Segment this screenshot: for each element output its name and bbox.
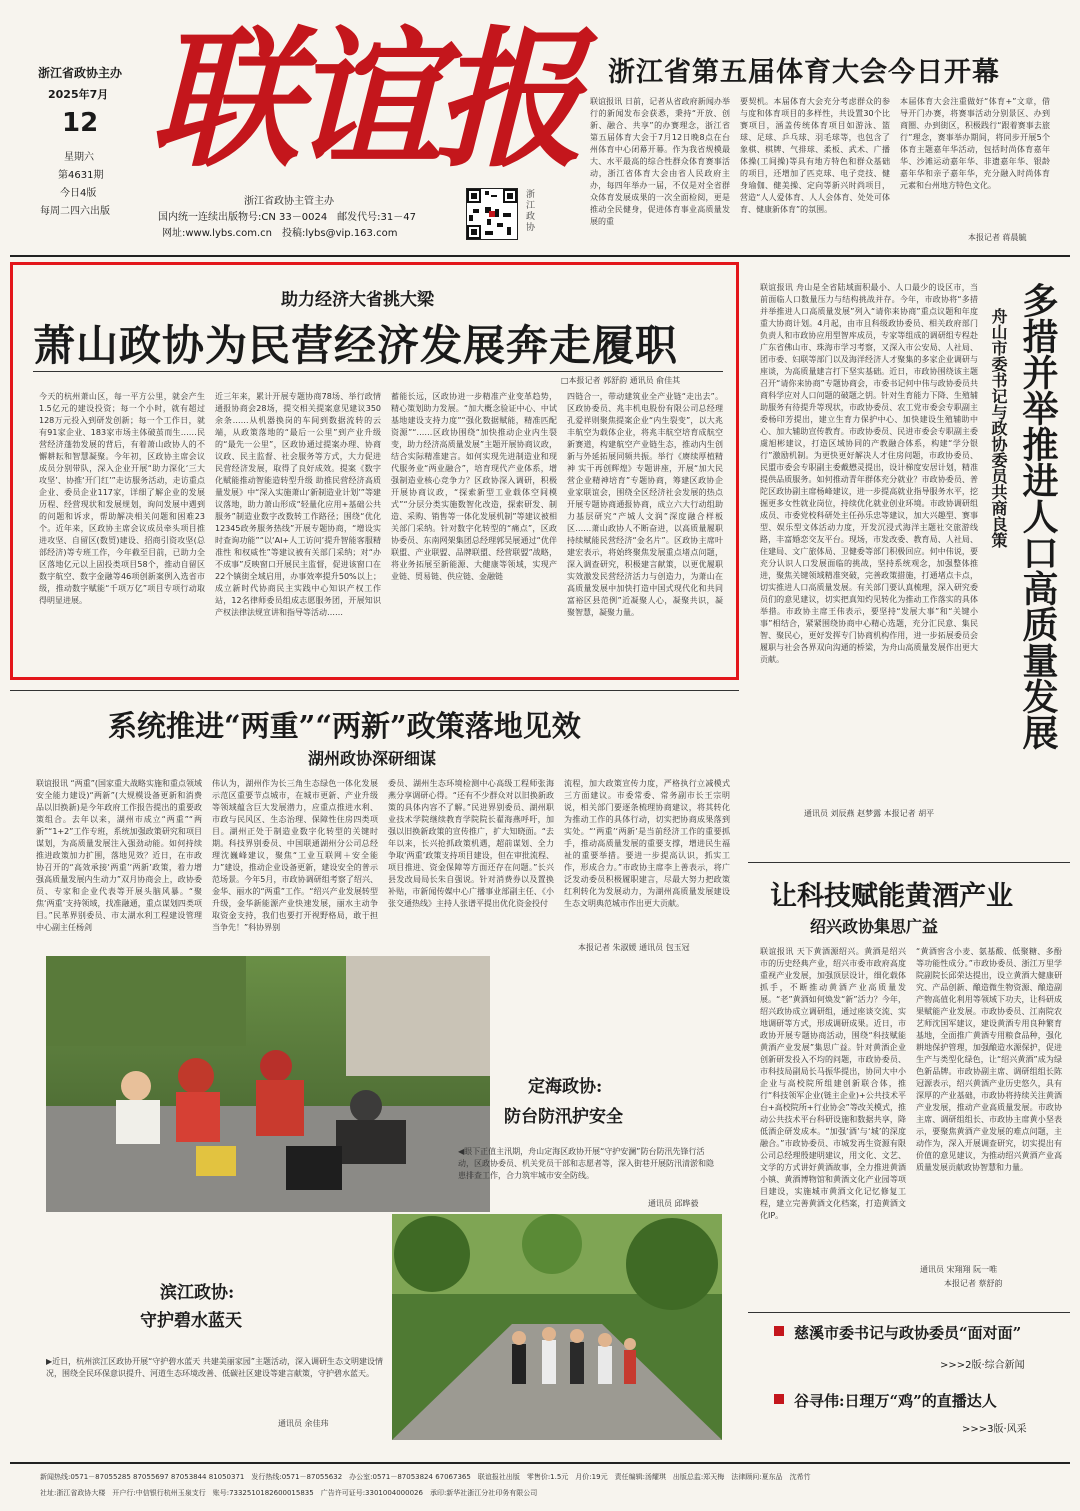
right-story	[748, 268, 1070, 820]
brief-2[interactable]	[774, 1390, 1064, 1442]
right-story-body: 联谊报讯 舟山是全省陆域面积最小、人口最少的设区市，当前面临人口数量压力与结构挑战并存。今年，市政协将“多措并举推进人口高质量发展”列入“请你来协商”重点议题和年度重大协商计划。4月起，由市且科级政协委员、相关政府部门负责人和市政协应用型智库成员，专家等组成的调研组专程赴广东省佛山市、珠海市学习考察，又深入市公安局、人社局、团市委、妇联等部门以及海洋经济人才聚集的多家企业调研与座谈，为高质量建言打下坚实基础。近日，市政协围绕该主题召开“请你来协商”专题协商会，市委书记何中伟与政协委员共商科学应对人口问题的破题之钥。针对生育能力下降、生殖辅助服务有待提升等现状，市政协委员、农工党市委会专职副主委杨印芳提出，建立生育力保护中心、加快建设生殖辅助中心、加大辅助宣传教育。市政协委员、民进市委会专职副主委虞旭彬建议，打造区域协同的产教融合体系，构建“学分银行”激励机制。为更快更好解决人才住房问题，市政协委员、民盟市委会专职副主委戴懋灵提出，设计梯度安居计划，精准提供品质服务。如何推动青年群体充分就业？市政协委员、普陀区政协副主席杨峰建议，进一步提高就业指导服务水平，挖掘更多女性就业岗位，持续优化就业创业环境。市政协调研组成员、市委党校科研处主任孙乐忠等建议，加大兴趣型、赛事型、娱乐型文体活动力度，开发沉浸式海洋主题社交旅游线路，丰富婚恋交友平台。现场，市发改委、教育局、人社局、住建局、文广旅体局、卫健委等部门积极回应。何中伟说，要充分认识人口发展面临的挑战，坚持系统观念，加强整体推进，聚焦关键领域精准突破，完善政策措施，打通堵点卡点，切实推进人口高质量发展。有关部门要认真梳理，深入研究委员们的意见建议，切实把真知灼见转化为推动工作落实的具体举措。市政协主席王伟表示，要坚持“发展大事”和“关键小事”相结合，紧紧围绕协商中心精心选题，充分汇民意、集民智、聚民心，更好发挥专门协商机构作用，进一步拓展委员会履职与社会各界双向沟通的桥梁，为舟山高质量发展作出更大贡献。	[760, 283, 978, 664]
second-story-byline: 本报记者 朱淑媛 通讯员 包玉冠	[578, 943, 690, 952]
photo-dinghai-caption: ◀眼下正值主汛期，舟山定海区政协开展“守护安澜”防台防汛先锋行活动，区政协委员、机关党员干部和志愿者等，深入街巷开展防汛清淤和隐患排查工作，合力筑牢城市安全防线。	[458, 1147, 714, 1180]
masthead-pages: 今日4版	[60, 188, 97, 199]
lead-story-col-4: 四链合一，带动建筑业全产业链“走出去”。区政协委员、兆丰机电股份有限公司总经理孔爱祥则聚焦提案企业“内生裂变”，以大兆丰航空为载体企业，将兆丰航空培育成航空新赛道，构建航空产业链生态，推动内生创新与外延拓展同频共振。举行《赓续厚植精神 实干再创辉煌》专题讲座，开展“加大民营企业精神培育”专题协商，筹建区政协企业家联谊会，围绕全区经济社会发展的热点开展专题协商通报协商，成立六大行动组助力基层研究“产城人文润”深度融合样板区……萧山政协人不断奋进，以高质量履职持续赋能民营经济“金名片”。区政协主席叶建宏表示，将始终聚焦发展重点堵点问题，深入调查研究，积极建言献策，以更优履职实效激发民营经济活力与创造力，为萧山在高质量发展中加快打造中国式现代化和共同富裕区县范例”近凝聚人心，凝聚共识，凝聚智慧，凝聚力量。	[567, 392, 723, 617]
brief-2-ref: >>>3版·风采	[962, 1424, 1027, 1435]
masthead-weekday: 星期六	[64, 152, 94, 163]
masthead-title: 联谊报	[150, 12, 577, 188]
lead-story	[10, 262, 739, 680]
photo-binjiang-title-2: 守护碧水蓝天	[140, 1311, 242, 1331]
top-story-headline: 浙江省第五届体育大会今日开幕	[608, 57, 1000, 88]
brief-1-ref: >>>2版·综合新闻	[940, 1360, 1025, 1371]
photo-binjiang-caption: ▶近日，杭州滨江区政协开展“守护碧水蓝天 共建美丽家园”主题活动，深入调研生态文明建设情况，围绕全民环保意识提升、河道生态环境改善、低碳社区建设等建言献策，守护碧水蓝天。	[46, 1357, 383, 1378]
second-story-headline: 系统推进“两重”“两新”政策落地见效	[108, 709, 581, 743]
brief-1-text: 慈溪市委书记与政协委员“面对面”	[794, 1324, 1022, 1342]
top-story-col-1: 联谊报讯 日前，记者从省政府新闻办举行的新闻发布会获悉，秉持“开放、创新、融合、共享”的办赛理念，浙江省第五届体育大会于7月12日晚8点在台州体育中心闭幕开幕。作为我省规模最大、水平最高的综合性群众体育赛事活动，浙江省体育大会由省人民政府主办，每四年举办一届，不仅是对全省群众体育发展成果的一次全面检阅，更是推动全民健身，促进体育事业高质量发展的重	[590, 97, 730, 226]
qr-label: 浙江政协	[526, 190, 536, 233]
masthead-supervisor: 浙江省政协主管主办	[244, 196, 334, 207]
masthead-web: 网址:www.lybs.com.cn 投稿:lybs@vip.163.com	[162, 228, 398, 239]
top-story-byline: 本报记者 蒋晨毓	[968, 233, 1027, 242]
lead-story-col-1: 今天的杭州萧山区，每一平方公里，就会产生1.5亿元的建设投资；每一个小时，就有超过128万元投入到研发创新；每一个工作日，就有91家企业、183家市场主体破茧而生……民营经济蓬勃发展的背后，有着萧山政协人的不懈耕耘和智慧凝聚。今年初，区政协主席会议成员分别带队，深入企业开展“助力深化‘三大攻坚’、协推‘开门红’”走访服务活动，走访重点企业、委员企业117家，详细了解企业的发展历程、经营现状和发展规划，询问发展中遇到的问题和诉求，帮助解决相关问题和困难23个。近年来，区政协主席会议成员牵头项目推进攻坚、自留区(数贸)建设、招商引资攻坚(总部经济)等专班工作，今年截至目前，已助力全区落地亿元以上固投类项目58个，推动自留区数字航空、数字金融等46项创新案例入选省市级，推动数字赋能“千项万亿”项目专项行动取得明显进展。	[39, 392, 205, 605]
right-story-subhead: 舟山市委书记与政协委员共商良策	[989, 308, 1008, 548]
photo-dinghai-credit: 通讯员 邱晔毅	[648, 1199, 699, 1208]
brief-2-marker	[774, 1394, 784, 1404]
masthead-day: 12	[62, 108, 99, 138]
masthead-divider	[10, 255, 1070, 257]
masthead-date: 2025年7月	[48, 88, 109, 101]
third-story-col-1: 联谊报讯 天下黄酒源绍兴。黄酒是绍兴市的历史经典产业，绍兴市委市政府高度重视产业发展，加强顶层设计，细化载体抓手，不断推动黄酒产业高质量发展。“老”黄酒如何焕发“新”活力？今年，绍兴政协成立调研组，通过座谈交流、实地调研等方式，形成调研成果。近日，市政协开展专题协商活动，围绕“科技赋能黄酒产业发展”集思广益。针对黄酒企业创新研发投入不均的问题，市政协委员、市科技局副局长马振华提出，协同大中小企业与高校院所组建创新联合体，推行“科技领军企业(链主企业)+公共技术平台+高校院所+行业协会”等改关模式，推动公共技术平台科研设施和数据共享，降低酒企研发成本。“加强‘酒’与‘城’的深度融合。”市政协委员、市城发再生资源有限公司总经理殷建明建议，用文化、文艺、文学的方式讲好黄酒故事，全力推进黄酒小镇、黄酒博物馆和黄酒文化产业园等项目建设，实施城市黄酒文化记忆修复工程，建立完善黄酒文化档案，打造黄酒文化IP。	[760, 947, 906, 1220]
photo-dinghai-title-2: 防台防汛护安全	[504, 1107, 623, 1127]
brief-2-text: 谷寻伟:日理万“鸡”的直播达人	[794, 1392, 997, 1410]
lead-story-col-2: 近三年来，累计开展专题协商78场、举行政情通报协商会28场，提交相关提案意见建议350余条……从机器换岗的车间到数据流转的云端，从政策落地的“最后一公里”到产业升级的“最先一公里”，区政协通过提案办理、协商议政、民主监督、社会服务等方式，大力促进民营经济发展，取得了良好成效。提案《数字化赋能推动智能造转型升级 助推民营经济高质量发展》中“深入实施萧山‘新制造业计划’”等建议落地，助力萧山形成“轻量化应用+基础公共服务”制造业数字改数转工作路径；围绕“优化12345政务服务热线”开展专题协商，“增设实时查询功能”“以‘AI+人工访问’提升智能客服精准性 和权威性”等建议被有关部门采纳；对“办不成事”反映窗口开展民主监督，促进该窗口在22个镇街全域启用，办事效率提升50%以上；成立新时代协商民主实践中心知识产权工作站，12名律师委员组成志愿服务团，开展知识产权法律法规宣讲和指导等活动……	[215, 392, 381, 617]
right-story-headline: 多措并举推进人口高质量发展	[1017, 282, 1059, 750]
second-story-col-1: 联谊报讯 “两重”(国家重大战略实施和重点领域安全能力建设)“两新”(大规模设备更新和消费品以旧换新)是今年政府工作报告提出的重要政策组合。去年以来，湖州市成立“两重”“两新”“1+2”工作专班，系统加强政策研究和项目谋划，为高质量发展注入强劲动能。如何持续推进政策加力扩围，落地见效？近日，在市政协召开的“高效承接‘两重’‘两新’政策，着力增强高质量发展内生动力”双月协商会上，政协委员、专家和企业代表等开展头脑风暴。“聚焦‘两重’支持领域，找准融通，重点谋划四类项目。”民革界别委员、市太湖水利工程建设管理中心副主任杨剑	[36, 779, 202, 932]
photo-dinghai	[46, 956, 490, 1212]
second-story-col-4: 流程，加大政策宣传力度，严格执行立减模式三方面建议。市委常委、常务副市长王宗明说，相关部门要逐条梳理协商建议，将其转化为推动工作的具体行动，切实把协商成果落到实处。“‘两重’‘两新’是当前经济工作的重要抓手，推动高质量发展的重要支撑，增进民生福祉的重要举措。要进一步提高认识，抓实工作，形成合力。”市政协主席李上善表示，将广泛发动委员积极履职建言，尽最大努力把政策红利转化为发展动力，为湖州高质量发展建设生态文明典范城市作出更大贡献。	[564, 779, 730, 908]
photo-binjiang-title-1: 滨江政协:	[160, 1283, 235, 1303]
right-divider	[748, 862, 1070, 863]
footer-line-2: 社址:浙江省政协大楼 开户行:中信银行杭州玉泉支行 账号:7332510182600015835 广告许可证号:3301004000026 承印:新华社浙江分社印务有限公司	[40, 1489, 538, 1497]
lead-story-kicker: 助力经济大省挑大梁	[281, 290, 434, 310]
brief-1-marker	[774, 1326, 784, 1336]
masthead-sponsor: 浙江省政协主办	[38, 66, 123, 80]
top-story-col-3: 本届体育大会注重做好“体育+”文章，借导开门办赛，将赛事活动分别景区、办到商圈、办到街区，积极践行“跟着赛事去旅行”理念，赛事举办期间，将同步开展5个体育主题嘉年华活动，包括时尚体育嘉年华、沙滩运动嘉年华、非遗嘉年华、银龄嘉年华和亲子嘉年华，充分融入时尚体育元素和台州地方特色文化。	[900, 97, 1050, 190]
footer-rule	[10, 1462, 1070, 1464]
second-story	[10, 694, 739, 960]
qr-code[interactable]	[466, 188, 518, 240]
mid-divider	[10, 690, 739, 691]
footer-line-1: 新闻热线:0571－87055285 87055697 87053844 81050371 发行热线:0571－87055632 办公室:0571－87053824 67067365 联谊报社出版 零售价:1.5元 月价:19元 责任编辑:汤耀琪 出版总监:郑天梅 法律顾问:夏东品 沈希竹	[40, 1473, 811, 1481]
photo-dinghai-title-1: 定海政协:	[528, 1077, 603, 1097]
masthead-schedule: 每周二四六出版	[40, 206, 110, 217]
top-story-col-2: 要契机。本届体育大会充分考虑群众的参与度和体育项目的多样性，共设置30个比赛项目，涵盖传统体育项目如游泳、篮球、足球、乒乓球、羽毛球等，也包含了象棋、棋牌、气排球、柔板、武术、广播体操(工间操)等具有地方特色和群众基础的项目，还增加了匹克球、电子竞技、健身瑜伽、健美操、定向等新兴时尚项目，营造“人人爱体育、人人会体育、处处可体育、健康新体育”的氛围。	[740, 97, 890, 214]
lead-story-col-3: 蓄能长远，区政协进一步精准产业变革趋势，精心策划助力发展。“加大概念验证中心、中试基地建设支持力度”“强化数据赋能，精准匹配资源”“……区政协围绕“加快推动企业内生裂变，助力经济高质量发展”主题开展协商议政，结合实际精准建言。如何实现先进制造业和现代服务业“两业融合”，培育现代产业体系，增强制造业核心竞争力？区政协深入调研，积极开展协商议政，“探索新型工业载体空间模式”“分层分类实施数智化改造，探索研发、制造、采购、销售等一体化发展机制”等建议被相关部门采纳。针对数字化转型的“痛点”，区政协委员、东南网架集团总经理郭吴展通过“优伴联盟、产业联盟、品牌联盟、经营联盟”战略，将业务拓展至新能源、大健康等领域，实现产业链、贸易链、供应链、金融链	[391, 392, 557, 581]
lead-story-rule	[33, 371, 723, 372]
third-story-subhead: 绍兴政协集思广益	[810, 917, 939, 936]
right-story-byline: 通讯员 刘辰燕 赵梦露 本报记者 胡平	[804, 809, 935, 818]
second-story-col-3: 委员、湖州生态环境检测中心高级工程师张海燕分享调研心得。“还有不少群众对以旧换新政策的具体内容不了解。”民进界别委员、湖州职业技术学院继续教育学院院长翟海燕呼吁，加强以旧换新政策的宣传推广，扩大知晓面。“去年以来，长兴抢抓政策机遇，超前谋划、全力争取‘两重’政策支持项目建设，但在审批流程、项目推进、资金保障等方面还存在问题。”长兴县发改局局长朱自强说。针对消费券以及置换补贴，市新闻传媒中心广播事业部副主任、《小张交通热线》主持人张谱平提出优化资金投付	[388, 779, 554, 908]
lead-story-byline: □本报记者 郭舒韵 通讯员 俞佳其	[561, 376, 681, 385]
photo-binjiang	[392, 1214, 722, 1440]
brief-1[interactable]	[774, 1322, 1064, 1374]
masthead-issue: 第4631期	[58, 170, 104, 181]
third-story-byline-1: 通讯员 宋翔翔 阮一唯	[920, 1265, 998, 1274]
top-story	[590, 40, 1050, 250]
third-story-byline-2: 本报记者 蔡舒韵	[944, 1279, 1003, 1288]
brief-top-rule	[748, 1312, 1070, 1313]
third-story	[748, 866, 1070, 1306]
second-story-col-2: 伟认为，湖州作为长三角生态绿色一体化发展示范区重要节点城市，在城市更新、产业升级等领域蕴含巨大发展潜力，应重点推进水利、市政与民风区、生态治理、保障性住房四类项目。湖州正处于制造业数字化转型的关键时期。科技界别委员、中国联通湖州分公司总经理沈巍峰建议，聚焦“工业互联网＋安全能力”建设，推动企业设备更新，建设安全的普示范场景。今年5月，市政协调研组考察了绍兴、金华、丽水的“两重”工作。“绍兴产业发展转型升级，金华新能源产业快速发展，丽水主动争取资金支持，我们也要打开视野格局，敢于担当争先！”科协界别	[212, 779, 378, 932]
third-story-col-2: “黄酒窖含小麦、氨基酸、低聚糖、多酚等功能性成分。”市政协委员、浙江万里学院副院长邱荣达提出，设立黄酒大健康研究、产品创新、酿造微生物资源、酿造副产物高值化利用等领域下功夫，让科研成果赋能产业发展。市政协委员、江南院农艺师沈国军建议，建设黄酒专用良种繁育基地，全面推广黄酒专用粮食品种，强化耕地保护管理，加强酿造水源保护，促进生产与类型化绿色，让“绍兴黄酒”成为绿色新品牌。市政协副主席、调研组组长陈冠源表示，绍兴黄酒产业历史悠久，具有深厚的产业基础，市政协将持续关注黄酒产业发展，推动产业高质量发展。市政协主席、调研组组长、市政协主席黄小坚表示，要聚焦黄酒产业发展的难点问题，主动作为，深入开展调查研究，切实提出有价值的意见建议，为推动绍兴黄酒产业高质量发展贡献政协智慧和力量。	[916, 947, 1062, 1172]
photo-binjiang-credit: 通讯员 余佳玮	[278, 1419, 329, 1428]
lead-story-headline: 萧山政协为民营经济发展奔走履职	[33, 321, 679, 370]
third-story-headline: 让科技赋能黄酒产业	[770, 881, 1013, 912]
second-story-subhead: 湖州政协深研细谋	[308, 749, 437, 768]
masthead-cn: 国内统一连续出版物号:CN 33－0024 邮发代号:31－47	[158, 212, 417, 223]
